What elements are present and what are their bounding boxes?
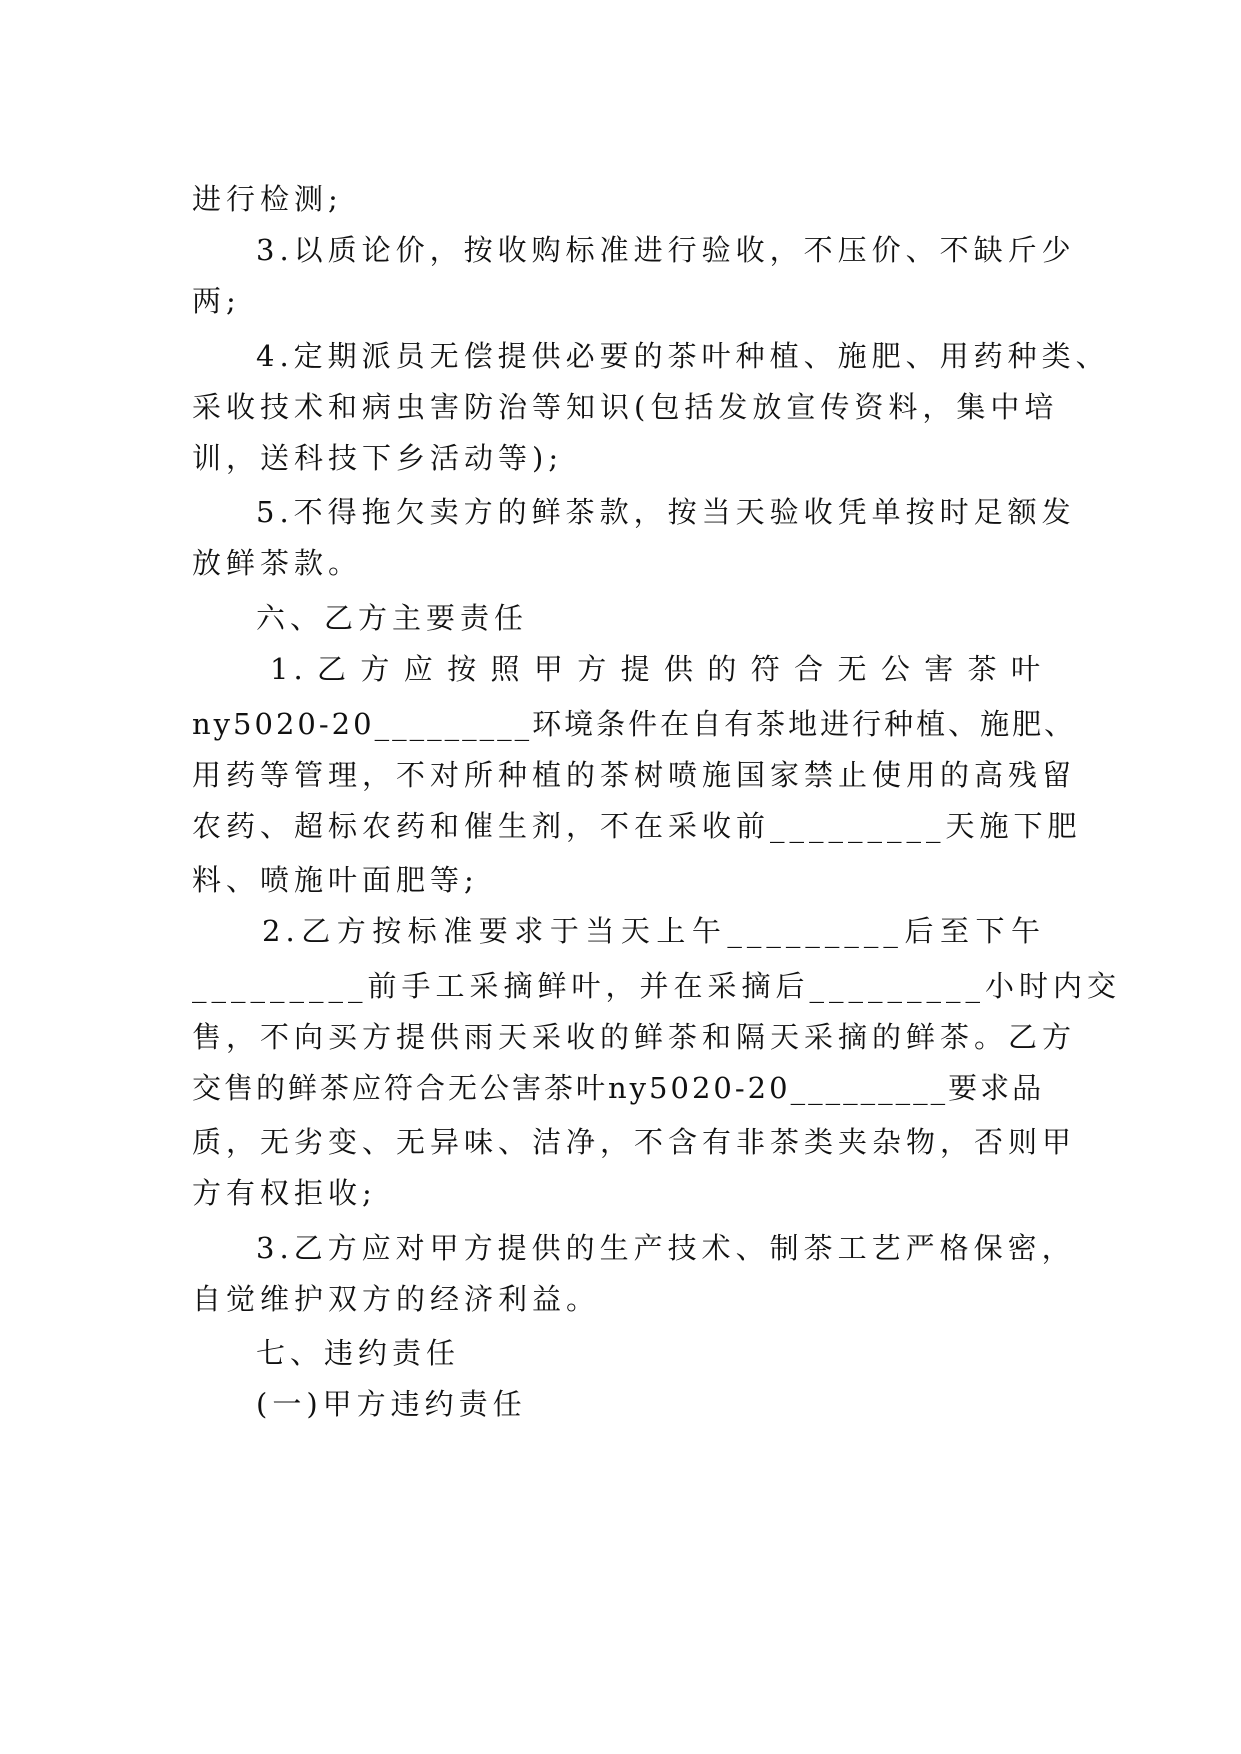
text-line: _________前手工采摘鲜叶，并在采摘后_________小时内交: [192, 969, 1122, 1003]
text-line: 放鲜茶款。: [192, 546, 363, 580]
text-line: 料、喷施叶面肥等;: [192, 863, 479, 897]
text-line: 4.定期派员无偿提供必要的茶叶种植、施肥、用药种类、: [256, 339, 1110, 373]
text-line: 2.乙方按标准要求于当天上午_________后至下午: [262, 914, 1045, 948]
text-line: 采收技术和病虫害防治等知识(包括发放宣传资料，集中培: [192, 390, 1059, 424]
section-heading: 六、乙方主要责任: [256, 601, 529, 635]
text-line: 售，不向买方提供雨天采收的鲜茶和隔天采摘的鲜茶。乙方: [192, 1020, 1077, 1054]
subsection-heading: (一)甲方违约责任: [256, 1387, 527, 1421]
text-line: 1.乙方应按照甲方提供的符合无公害茶叶: [270, 652, 1045, 686]
text-line: 质，无劣变、无异味、洁净，不含有非茶类夹杂物，否则甲: [192, 1125, 1077, 1159]
text-line: ny5020-20_________环境条件在自有茶地进行种植、施肥、: [192, 707, 1077, 741]
text-line: 方有权拒收;: [192, 1176, 377, 1210]
text-line: 3.乙方应对甲方提供的生产技术、制茶工艺严格保密，: [256, 1231, 1076, 1265]
text-line: 两;: [192, 284, 241, 318]
text-line: 训，送科技下乡活动等);: [192, 441, 564, 475]
text-line: 进行检测;: [192, 182, 343, 216]
text-line: 3.以质论价，按收购标准进行验收，不压价、不缺斤少: [256, 233, 1076, 267]
text-line: 交售的鲜茶应符合无公害茶叶ny5020-20_________要求品: [192, 1071, 1045, 1105]
text-line: 农药、超标农药和催生剂，不在采收前_________天施下肥: [192, 809, 1082, 843]
text-line: 用药等管理，不对所种植的茶树喷施国家禁止使用的高残留: [192, 758, 1077, 792]
text-line: 自觉维护双方的经济利益。: [192, 1282, 601, 1316]
text-line: 5.不得拖欠卖方的鲜茶款，按当天验收凭单按时足额发: [256, 495, 1076, 529]
section-heading: 七、违约责任: [256, 1336, 461, 1370]
